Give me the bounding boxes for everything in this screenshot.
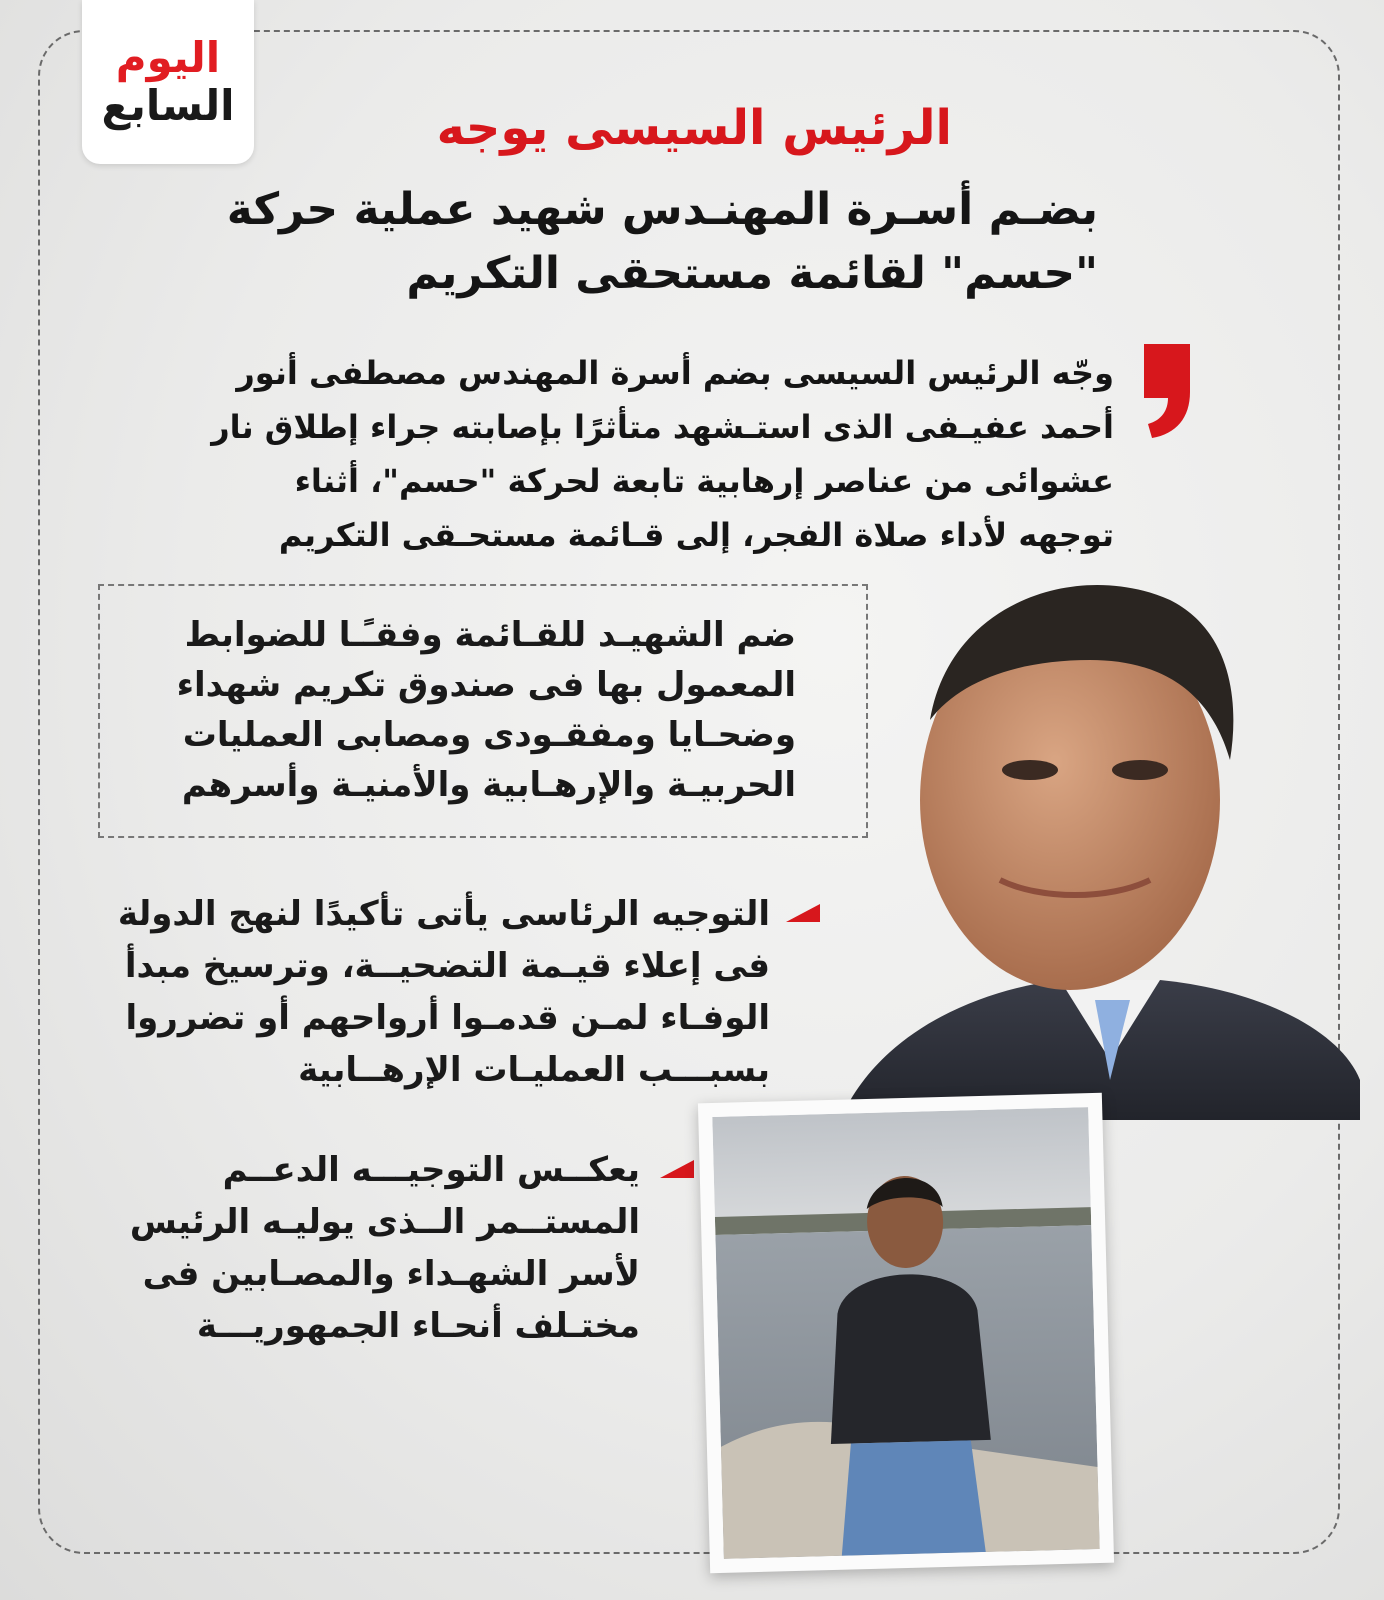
headline-title: الرئيس السيسى يوجه bbox=[436, 100, 952, 156]
bullet-point-2: يعكــس التوجيـــه الدعــم المستــمر الــذى يوليـه الرئيس لأسر الشهـداء والمصـابين فى مختـلف أنحـاء الجمهوريـــة bbox=[129, 1150, 640, 1346]
quote-mark-icon bbox=[1138, 340, 1196, 440]
logo-line-1: اليوم bbox=[115, 33, 221, 82]
martyr-photo bbox=[698, 1093, 1114, 1573]
publisher-logo bbox=[82, 0, 254, 164]
headline-subtitle: بضـم أسـرة المهنـدس شهيد عملية حركة "حسم" لقائمة مستحقى التكريم bbox=[226, 184, 1098, 299]
martyr-photo-image bbox=[712, 1107, 1099, 1559]
lead-paragraph: وجّه الرئيس السيسى بضم أسرة المهندس مصطفى أنور أحمد عفيـفى الذى استـشهد متأثرًا بإصابته جراء إطلاق نار عشوائى من عناصر إرهابية تابعة لحركة "حسم"، أثناء توجهه لأداء صلاة الفجر، إلى قـائمة مستحـقى التكريم bbox=[211, 354, 1114, 554]
triangle-bullet-icon bbox=[786, 904, 820, 922]
highlight-box-text: ضم الشهيـد للقـائمة وفقـًـا للضوابط المعمول بها فى صندوق تكريم شهداء وضحـايا ومفقـودى ومصابى العمليات الحربيـة والإرهـابية والأمنيـة وأسرهم bbox=[176, 615, 796, 805]
logo-line-2: السابع bbox=[101, 81, 235, 130]
highlight-box bbox=[98, 584, 868, 838]
president-portrait bbox=[840, 560, 1360, 1120]
bullet-point-1: التوجيه الرئاسى يأتى تأكيدًا لنهج الدولة فى إعلاء قيـمة التضحيــة، وترسيخ مبدأ الوفـاء لمـن قدمـوا أرواحهم أو تضرروا بسبـــب العمليـات الإرهــابية bbox=[117, 894, 770, 1090]
triangle-bullet-icon bbox=[660, 1160, 694, 1178]
